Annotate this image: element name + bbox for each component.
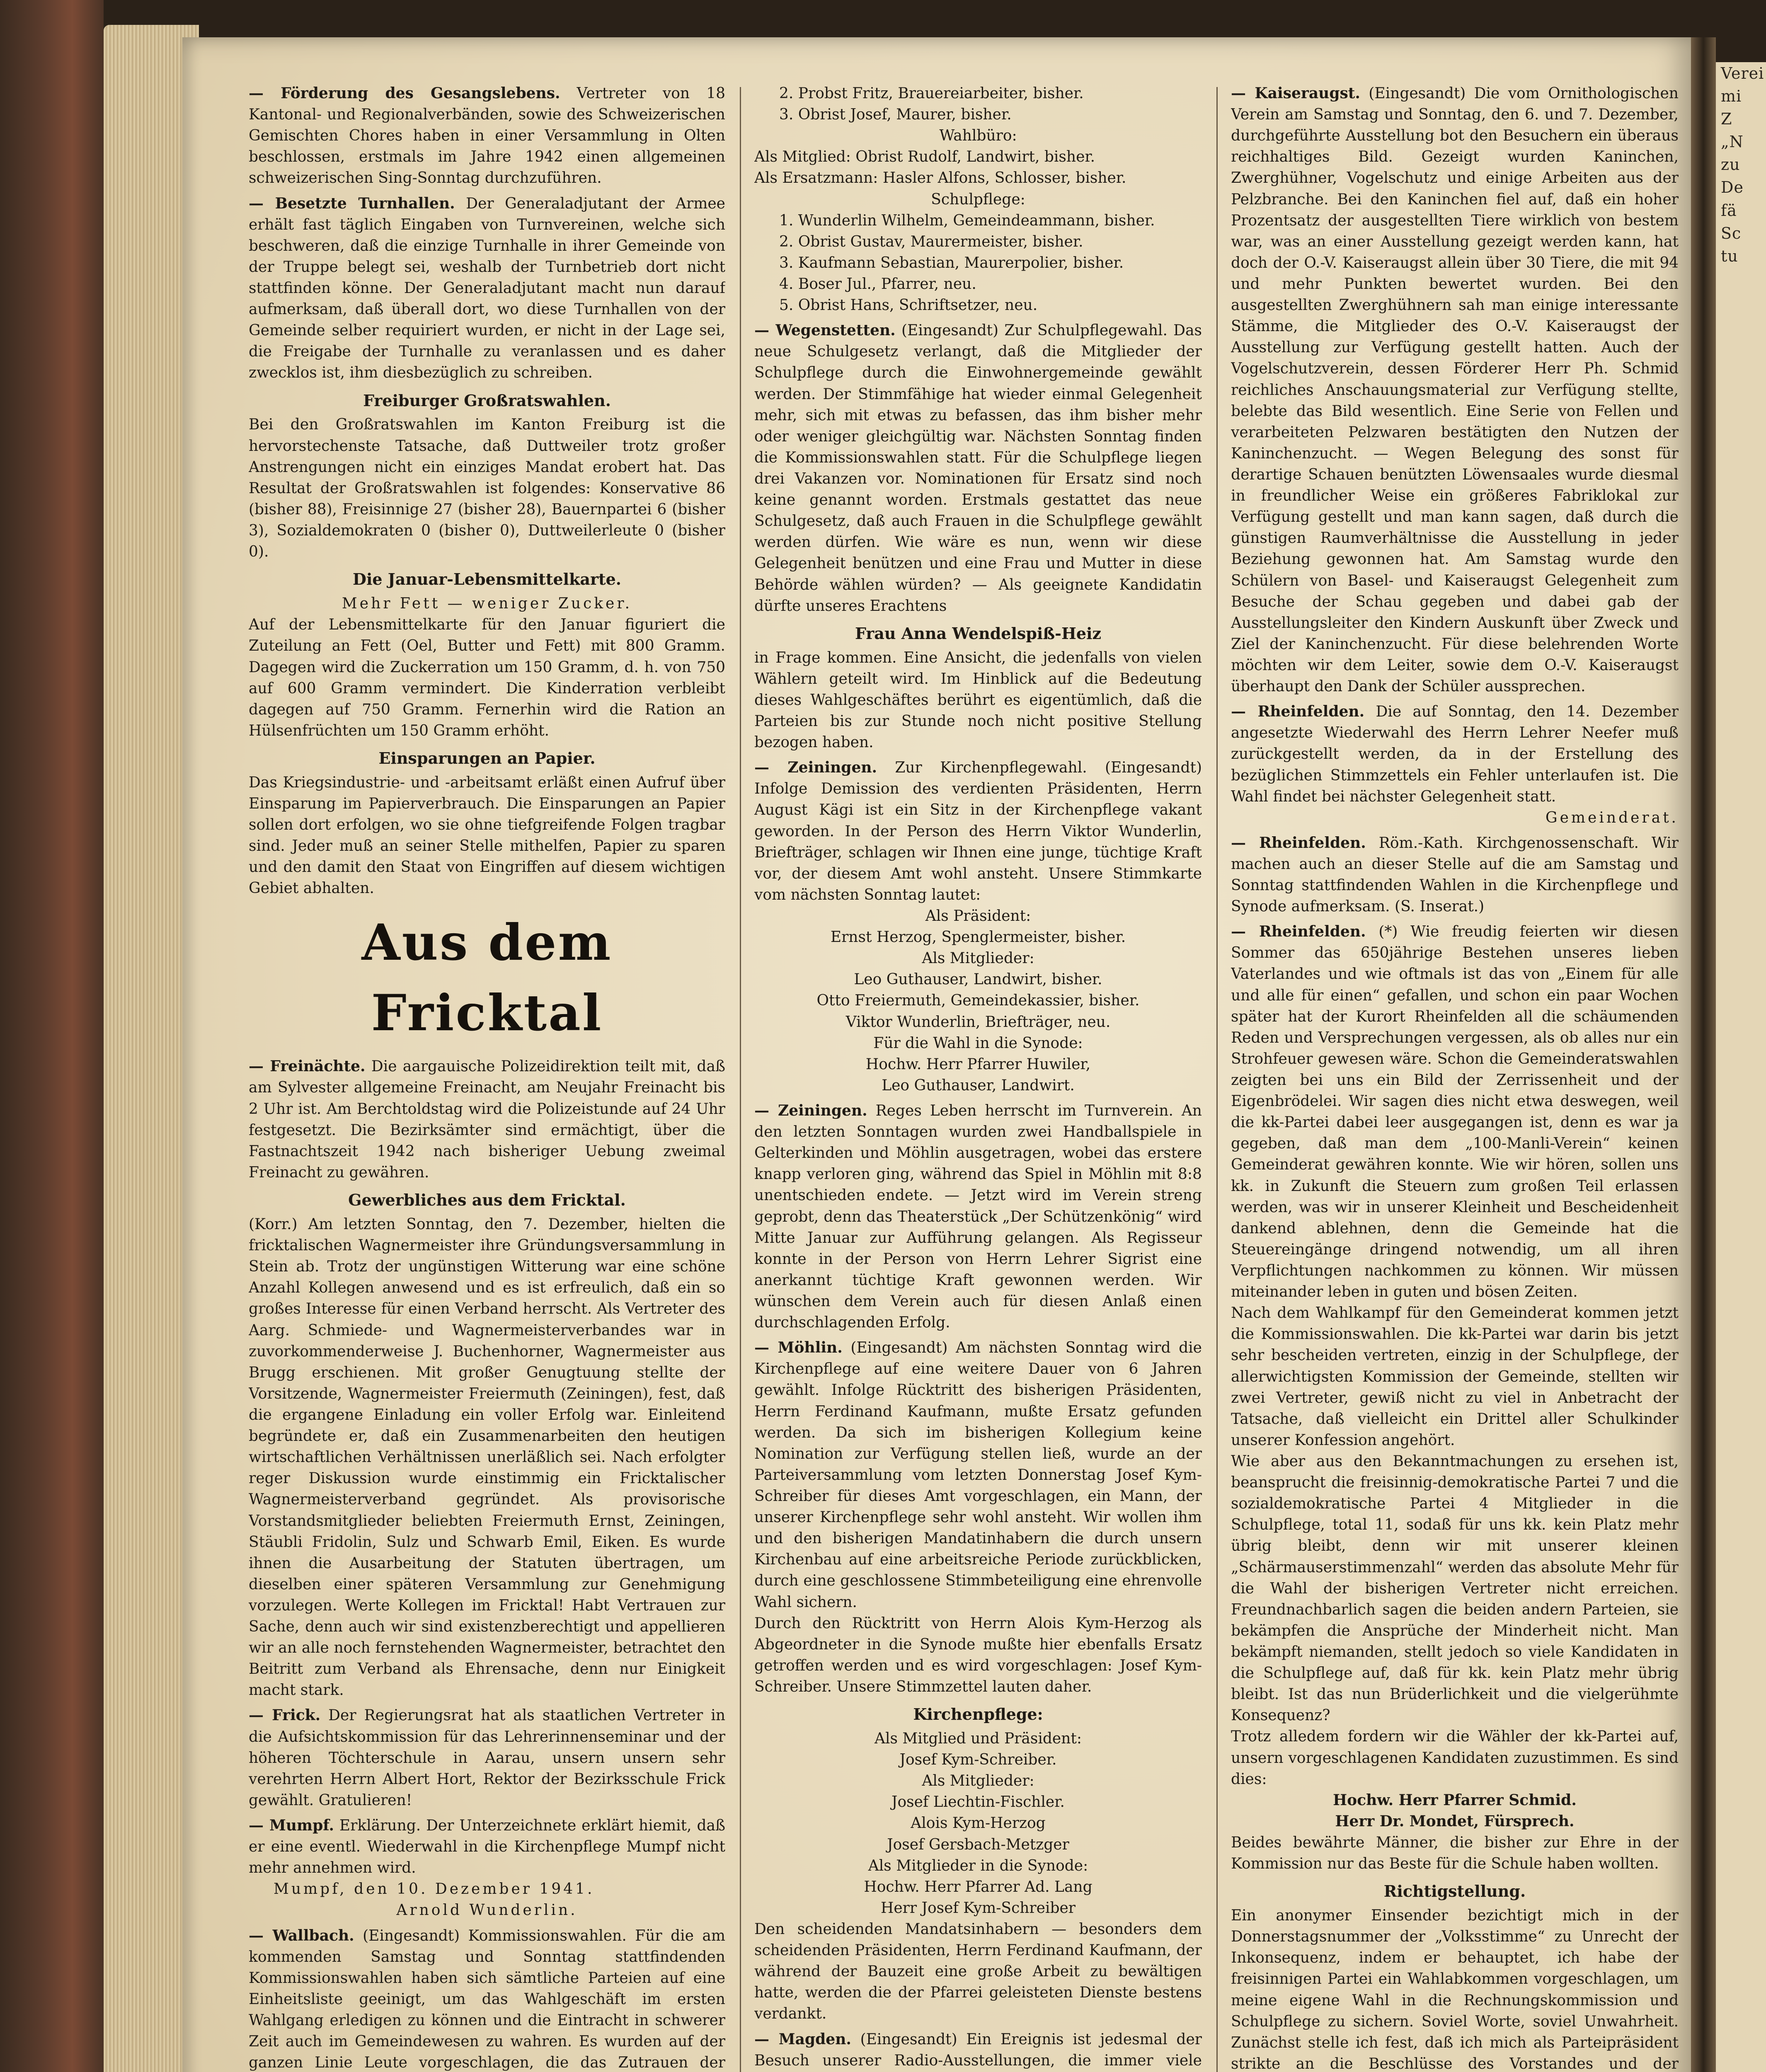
article-freinaechte: — Freinächte. Die aargauische Polizeidirektion teilt mit, daß am Sylvester allgemeine Freinacht, am Neujahr Freinacht bis 2 Uhr ist. Am Berchtoldstag wird die Polizeistunde auf 24 Uhr festgesetzt. Die Bezirksämter sind ermächtigt, über die Fastnachtszeit 1942 nach bisheriger Uebung zweimal Freinacht zu gewähren. xyxy=(249,1058,725,1181)
article-wegenstetten-cont: in Frage kommen. Eine Ansicht, die jedenfalls von vielen Wählern geteilt wird. Im Hinblick auf die Bedeutung dieses Wahlgeschäftes berührt es eigentümlich, daß die Parteien bis zur Stunde noch nicht positive Stellung bezogen haben. xyxy=(754,649,1202,751)
book-gutter xyxy=(1691,37,1716,2072)
list-item: 4. Boser Jul., Pfarrer, neu. xyxy=(779,275,976,293)
article-kaiseraugst: — Kaiseraugst. (Eingesandt) Die vom Ornithologischen Verein am Samstag und Sonntag, den 6. und 7. Dezember, durchgeführte Ausstellung bot den Besuchern ein überaus reichhaltiges Bild. Gezeigt wurden Kaninchen, Zwerghühner, Vogelschutz und einige Arbeiten aus der Pelzbranche. Bei den Kaninchen fiel auf, daß ein hoher Prozentsatz der ausgestellten Tiere wirklich von bestem war, was an einer Ausstellung gezeigt werden kann, hat doch der O.-V. Kaiseraugst allein über 30 Tiere, die mit 94 und mehr Punkten bewertet wurden. Bei den ausgestellten Zwerghühnern sah man einige interessante Stämme, die Mitglieder des O.-V. Kaiseraugst der Ausstellung zur Verfügung gestellt hatten. Auch der Vogelschutzverein, dessen Förderer Herr Ph. Schmid reichliches Anschauungsmaterial zur Verfügung stellte, belebte das Bild wesentlich. Eine Serie von Fellen und verarbeiteten Pelzwaren bestätigten den Nutzen der Kaninchenzucht. — Wegen Belegung des sonst für derartige Schauen benützten Löwensaales wurde diesmal in freundlicher Weise ein größeres Fabriklokal zur Verfügung gestellt und man kann sagen, daß durch die günstigen Raumverhältnisse die Ausstellung in jeder Beziehung gewonnen hat. Am Samstag wurde den Schülern von Basel- und Kaiseraugst Gelegenheit zum Besuche der Schau gegeben und dabei gab der Ausstellungsleiter den Kindern Auskunft über Zweck und Ziel der Kaninchenzucht. Für diese belehrenden Worte möchten wir dem Leiter, sowie dem O.-V. Kaiseraugst überhaupt den Dank der Schüler aussprechen. xyxy=(1231,85,1679,695)
list-heading: Als Präsident: xyxy=(925,908,1031,925)
column-rule xyxy=(1216,87,1218,2072)
list-heading: Als Mitglied und Präsident: xyxy=(874,1730,1082,1747)
list-item: Ernst Herzog, Spenglermeister, bisher. xyxy=(830,929,1126,946)
list-heading: Als Mitglieder: xyxy=(922,1772,1034,1790)
list-item: Leo Guthauser, Landwirt, bisher. xyxy=(854,971,1102,988)
article-rheinfelden-schluss: Beides bewährte Männer, die bisher zur Ehre in der Kommission nur das Beste für die Schule haben wollten. xyxy=(1231,1834,1679,1873)
article-gewerbliches: (Korr.) Am letzten Sonntag, den 7. Dezember, hielten die fricktalischen Wagnermeister ihre Gründungsversammlung in Stein ab. Trotz der ungünstigen Witterung war eine schöne Anzahl Kollegen anwesend und es ist erfreulich, daß ein so großes Interesse für einen Verband herrscht. Als Vertreter des Aarg. Schmiede- und Wagnermeisterverbandes war in zuvorkommenderweise J. Buchenhorner, Wagnermeister aus Brugg erschienen. Mit großer Genugtuung stellte der Vorsitzende, Wagnermeister Freiermuth (Zeiningen), fest, daß die ergangene Einladung ein voller Erfolg war. Einleitend begründete er, daß ein Zusammenarbeiten den heutigen wirtschaftlichen Verhältnissen unerläßlich sei. Nach erfolgter reger Diskussion wurde einstimmig ein Fricktalischer Wagnermeisterverband gegründet. Als provisorische Vorstandsmitglieder beliebten Freiermuth Ernst, Zeiningen, Stäubli Fridolin, Sulz und Schwarb Emil, Eiken. Es wurde ihnen die Ausarbeitung der Statuten übertragen, um dieselben einer späteren Versammlung zur Genehmigung vorzulegen. Werte Kollegen im Fricktal! Habt Vertrauen zur Sache, denn auch wir sind existenzberechtigt und appellieren wir an alle noch fernstehenden Wagnermeister, betrachtet den Beitritt zum Verband als Ehrensache, denn nur Einigkeit macht stark. xyxy=(249,1215,725,1699)
next-page-fragment: Verei mi Z „N zu De fä Sc tu xyxy=(1716,62,1766,2072)
article-rheinfelden-wahl: — Rheinfelden. Die auf Sonntag, den 14. Dezember angesetzte Wiederwahl des Herrn Lehrer Neefer muß zurückgestellt werden, da in der Erstellung des bezüglichen Stimmzettels ein Fehler unterlaufen ist. Die Wahl findet bei nächster Gelegenheit statt. xyxy=(1231,703,1679,805)
candidate-name: Hochw. Herr Pfarrer Schmid. xyxy=(1333,1791,1577,1809)
list-item: 5. Obrist Hans, Schriftsetzer, neu. xyxy=(779,297,1038,314)
list-item: 3. Obrist Josef, Maurer, bisher. xyxy=(779,106,1012,123)
article-frick: — Frick. Der Regierungsrat hat als staatlichen Vertreter in die Aufsichtskommission für das Lehrerinnenseminar und der höheren Töchterschule in Aarau, unsern unsern sehr verehrten Herrn Albert Hort, Rektor der Bezirksschule Frick gewählt. Gratulieren! xyxy=(249,1706,725,1809)
list-item: 1. Wunderlin Wilhelm, Gemeindeammann, bisher. xyxy=(779,212,1155,229)
book-binding xyxy=(0,0,104,2072)
list-item: Als Mitglied: Obrist Rudolf, Landwirt, bisher. xyxy=(754,148,1095,166)
article-papier: Das Kriegsindustrie- und -arbeitsamt erläßt einen Aufruf über Einsparung im Papierverbrauch. Die Einsparungen an Papier sollen dort erfolgen, wo sie ohne tiefgreifende Folgen tragbar sind. Jeder muß an seiner Stelle mithelfen, Papier zu sparen und den damit den Staat von Eingriffen auf diesem wichtigen Gebiet abhalten. xyxy=(249,774,725,897)
list-heading: Kirchenpflege: xyxy=(913,1705,1043,1724)
article-rheinfelden-aufruf: Trotz alledem fordern wir die Wähler der kk-Partei auf, unsern vorgeschlagenen Kandidaten zuzustimmen. Es sind dies: xyxy=(1231,1728,1679,1788)
list-heading: Wahlbüro: xyxy=(939,127,1017,145)
column-rule xyxy=(740,87,741,2072)
article-wallbach: — Wallbach. (Eingesandt) Kommissionswahlen. Für die am kommenden Samstag und Sonntag stattfindenden Kommissionswahlen haben sich sämtliche Parteien auf eine Einheitsliste geeinigt, um das Wahlgeschäft im ersten Wahlgang erledigen zu können und die Eintracht in schwerer Zeit auch im Gemeindewesen zu wahren. Es wurden auf der ganzen Linie Leute vorgeschlagen, die das Zutrauen der xyxy=(249,1927,725,2072)
article-rheinfelden-kirchgenossenschaft: — Rheinfelden. Röm.-Kath. Kirchgenossenschaft. Wir machen auch an dieser Stelle auf die am Samstag und Sonntag stattfindenden Wahlen in die Kirchenpflege und Synode aufmerksam. (S. Inserat.) xyxy=(1231,834,1679,915)
article-mumpf: — Mumpf. Erklärung. Der Unterzeichnete erklärt hiemit, daß er eine eventl. Wiederwahl in die Kirchenpflege Mumpf nicht mehr annehmen wird. xyxy=(249,1817,725,1877)
list-item: Hochw. Herr Pfarrer Huwiler, xyxy=(865,1055,1091,1073)
list-heading: Schulpflege: xyxy=(931,191,1025,208)
heading-grossratswahlen: Freiburger Großratswahlen. xyxy=(363,391,611,410)
article-zeiningen-turnverein: — Zeiningen. Reges Leben herrscht im Turnverein. An den letzten Sonntagen wurden zwei Handballspiele in Gelterkinden und Möhlin ausgetragen, wobei das erstere knapp verloren ging, während das Spiel in Möhlin mit 8:8 unentschieden endete. — Jetzt wird im Verein streng geprobt, denn das Theaterstück „Der Schützenkönig“ wird Mitte Januar zur Aufführung gelangen. Als Regisseur konnte in der Person von Herrn Lehrer Sigrist eine anerkannt tüchtige Kraft gewonnen werden. Wir wünschen dem Verein auch für diesen Anlaß einen durchschlagenden Erfolg. xyxy=(754,1101,1202,1331)
mumpf-date: Mumpf, den 10. Dezember 1941. xyxy=(274,1881,595,1898)
heading-lebensmittelkarte: Die Januar-Lebensmittelkarte. xyxy=(352,570,622,589)
article-zeiningen-kirchenpflege: — Zeiningen. Zur Kirchenpflegewahl. (Eingesandt) Infolge Demission des verdienten Präsidenten, Herrn August Kägi ist ein Sitz in der Kirchenpflege vakant geworden. In der Person des Herrn Viktor Wunderlin, Briefträger, schlagen wir Ihnen eine junge, tüchtige Kraft vor, der diesem Amt wohl ansteht. Unsere Stimmkarte vom nächsten Sonntag lautet: xyxy=(754,759,1202,903)
article-moehlin: — Möhlin. (Eingesandt) Am nächsten Sonntag wird die Kirchenpflege auf eine weitere Dauer von 6 Jahren gewählt. Infolge Rücktritt des bisherigen Präsidenten, Herrn Ferdinand Kaufmann, mußte Ersatz gefunden werden. Da sich im bisherigen Kollegium keine Nomination zur Verfügung stellen ließ, wurde an der Parteiversammlung vom letzten Donnerstag Josef Kym-Schreiber für dieses Amt vorgeschlagen, ein Mann, der unserer Kirchenpflege sehr wohl ansteht. Wir wollen ihm und den bisherigen Mandatinhabern die durch unsern Kirchenbau auf eine arbeitsreiche Periode zurückblicken, durch eine geschlossene Stimmbeteiligung eine ehrenvolle Wahl sichern. xyxy=(754,1339,1202,1611)
list-item: Josef Gersbach-Metzger xyxy=(887,1836,1069,1853)
list-item: Alois Kym-Herzog xyxy=(911,1815,1046,1832)
candidate-name: Frau Anna Wendelspiß-Heiz xyxy=(855,624,1102,643)
list-heading: Für die Wahl in die Synode: xyxy=(873,1034,1083,1052)
list-item: Leo Guthauser, Landwirt. xyxy=(882,1077,1075,1094)
list-item: Als Ersatzmann: Hasler Alfons, Schlosser, bisher. xyxy=(754,169,1126,187)
article-rheinfelden-kk: — Rheinfelden. (*) Wie freudig feierten wir diesen Sommer das 650jährige Bestehen unseres lieben Vaterlandes und wie oftmals ist das von „Einem für alle und alle für einen“ gefallen, und schon ein paar Wochen später hat der Kurort Rheinfelden all die schäumenden Reden und Versprechungen vergessen, als ob alles nur ein Strohfeuer gewesen wäre. Schon die Gemeinderatswahlen zeigten bei uns ein Bild der Zerrissenheit und der Eigenbrödelei. Wir sagen dies nicht etwa deswegen, weil die kk-Partei dabei leer ausgegangen ist, denn es war ja gegeben, daß man dem „100-Manli-Verein“ keinen Gemeinderat gewähren konnte. Wie wir hören, sollen uns kk. in Zukunft die Steuern zum großen Teil erlassen werden, was wir in unserer Kleinheit und Bescheidenheit dankend ablehnen, denn die Gemeinde hat die Steuereingänge dringend notwendig, um all ihren Verpflichtungen nachkommen zu können. Wir müssen miteinander leben in guten und bösen Zeiten. xyxy=(1231,923,1679,1301)
column-1 xyxy=(249,83,725,2072)
section-title-fricktal: Aus dem Fricktal xyxy=(361,913,613,1042)
candidate-name: Herr Dr. Mondet, Fürsprech. xyxy=(1335,1812,1575,1830)
column-2 xyxy=(754,83,1202,2072)
list-item: Otto Freiermuth, Gemeindekassier, bisher. xyxy=(816,992,1140,1009)
list-item: Viktor Wunderlin, Briefträger, neu. xyxy=(845,1013,1111,1031)
list-item: 3. Kaufmann Sebastian, Maurerpolier, bisher. xyxy=(779,254,1124,271)
list-item: Josef Kym-Schreiber. xyxy=(899,1751,1057,1769)
article-turnhallen: — Besetzte Turnhallen. Der Generaladjutant der Armee erhält fast täglich Eingaben von Turnvereinen, welche sich beschweren, daß die einzige Turnhalle in ihrer Gemeinde von der Truppe belegt sei, weshalb der Turnbetrieb dort nicht stattfinden könne. Der Generaladjutant macht nun darauf aufmerksam, daß überall dort, wo diese Turnhallen von der Gemeinde selber requiriert wurden, er nicht in der Lage sei, die Freigabe der Turnhalle zu veranlassen und es daher zwecklos ist, ihm diesbezüglich zu schreiben. xyxy=(249,194,725,382)
list-item: Herr Josef Kym-Schreiber xyxy=(880,1899,1076,1917)
gemeinderat-signature: Gemeinderat. xyxy=(1545,809,1679,826)
article-moehlin-synode: Durch den Rücktritt von Herrn Alois Kym-Herzog als Abgeordneter in die Synode mußte hier ebenfalls Ersatz getroffen werden und es wird vorgeschlagen: Josef Kym-Schreiber. Unsere Stimmzettel lauten daher. xyxy=(754,1615,1202,1695)
subheading-fett-zucker: Mehr Fett — weniger Zucker. xyxy=(342,595,632,612)
list-item: Josef Liechtin-Fischler. xyxy=(891,1794,1065,1811)
mumpf-signature: Arnold Wunderlin. xyxy=(396,1902,578,1919)
article-lebensmittelkarte: Auf der Lebensmittelkarte für den Januar figuriert die Zuteilung an Fett (Oel, Butter und Fett) mit 800 Gramm. Dagegen wird die Zuckerration um 150 Gramm, d. h. von 750 auf 600 Gramm vermindert. Die Kinderration verbleibt dagegen auf 750 Gramm. Fernerhin wird die Ration an Hülsenfrüchten um 150 Gramm erhöht. xyxy=(249,616,725,739)
article-rheinfelden-kommission: Nach dem Wahlkampf für den Gemeinderat kommen jetzt die Kommissionswahlen. Die kk-Partei war darin bis jetzt sehr bescheiden vertreten, einzig in der Schulpflege, der allerwichtigsten Kommission der Gemeinde, stellten wir zwei Vertreter, gewiß nicht zu viel in Anbetracht der Tatsache, daß vielleicht ein Drittel aller Schulkinder unserer Konfession angehört. xyxy=(1231,1305,1679,1449)
column-3 xyxy=(1231,83,1679,2072)
article-richtigstellung: Ein anonymer Einsender bezichtigt mich in der Donnerstagsnummer der „Volksstimme“ zu Unrecht der Inkonsequenz, indem er behauptet, ich habe der freisinnigen Partei ein Wahlabkommen vorgeschlagen, um meine eigene Wahl in die Rechnungskommission und Schulpflege zu sichern. Soviel Worte, soviel Unwahrheit. Zunächst stelle ich fest, daß ich mich als Parteipräsident strikte an die Beschlüsse des Vorstandes und der xyxy=(1231,1907,1679,2072)
heading-richtigstellung: Richtigstellung. xyxy=(1383,1882,1526,1901)
list-heading: Als Mitglieder: xyxy=(922,950,1034,967)
list-item: 2. Probst Fritz, Brauereiarbeiter, bisher. xyxy=(779,85,1084,102)
article-gesangsleben: — Förderung des Gesangslebens. Vertreter von 18 Kantonal- und Regionalverbänden, sowie des Schweizerischen Gemischten Chores haben in einer Versammlung in Olten beschlossen, erstmals im Jahre 1942 einen allgemeinen schweizerischen Sing-Sonntag durchzuführen. xyxy=(249,85,725,187)
heading-gewerbliches: Gewerbliches aus dem Fricktal. xyxy=(348,1191,626,1210)
list-heading: Als Mitglieder in die Synode: xyxy=(868,1857,1088,1874)
list-item: 2. Obrist Gustav, Maurermeister, bisher. xyxy=(779,233,1083,250)
list-item: Hochw. Herr Pfarrer Ad. Lang xyxy=(864,1878,1093,1895)
article-rheinfelden-schulpflege: Wie aber aus den Bekanntmachungen zu ersehen ist, beansprucht die freisinnig-demokratische Partei 7 und die sozialdemokratische Partei 4 Mitglieder in die Schulpflege, total 11, sodaß für uns kk. kein Platz mehr übrig bleibt, denn wir mit unserer kleinen „Schärmauserstimmenzahl“ werden das absolute Mehr für die Wahl der bisherigen Vertreter nicht erreichen. Freundnachbarlich sagen die beiden andern Parteien, sie bekämpfen die Ansprüche der Minderheit nicht. Man bekämpft niemanden, stellt jedoch so viele Kandidaten in die Schulpflege auf, daß für kk. kein Platz mehr übrig bleibt. Ist das nun Brüderlichkeit und die vielgerühmte Konsequenz? xyxy=(1231,1453,1679,1724)
article-grossratswahlen: Bei den Großratswahlen im Kanton Freiburg ist die hervorstechenste Tatsache, daß Duttweiler trotz großer Anstrengungen nicht ein einziges Mandat erobert hat. Das Resultat der Großratswahlen ist folgendes: Konservative 86 (bisher 88), Freisinnige 27 (bisher 28), Bauernpartei 6 (bisher 3), Sozialdemokraten 0 (bisher 0), Duttweilerleute 0 (bisher 0). xyxy=(249,416,725,561)
article-wegenstetten: — Wegenstetten. (Eingesandt) Zur Schulpflegewahl. Das neue Schulgesetz verlangt, daß die Mitglieder der Schulpflege durch die Einwohnergemeinde gewählt werden. Der Stimmfähige hat wieder einmal Gelegenheit mehr, sich mit etwas zu befassen, das ihm bisher mehr oder weniger gleichgültig war. Nächsten Sonntag finden die Kommissionswahlen statt. Für die Schulpflege liegen drei Vakanzen vor. Nominationen für Ersatz sind noch keine genannt worden. Erstmals gestattet das neue Schulgesetz, daß auch Frauen in die Schulpflege gewählt werden dürfen. Wie wäre es nun, wenn wir diese Gelegenheit benützen und eine Frau und Mutter in diese Behörde wählen würden? — Als geeignete Kandidatin dürfte unseres Erachtens xyxy=(754,322,1202,615)
heading-papier: Einsparungen an Papier. xyxy=(378,748,596,767)
article-moehlin-dank: Den scheidenden Mandatsinhabern — besonders dem scheidenden Präsidenten, Herrn Ferdinand Kaufmann, der während der Bauzeit eine große Arbeit zu bewältigen hatte, werden die der Pfarrei geleisteten Dienste bestens verdankt. xyxy=(754,1920,1202,2023)
article-magden: — Magden. (Eingesandt) Ein Ereignis ist jedesmal der Besuch unserer Radio-Ausstellungen, die immer viele xyxy=(754,2030,1202,2069)
